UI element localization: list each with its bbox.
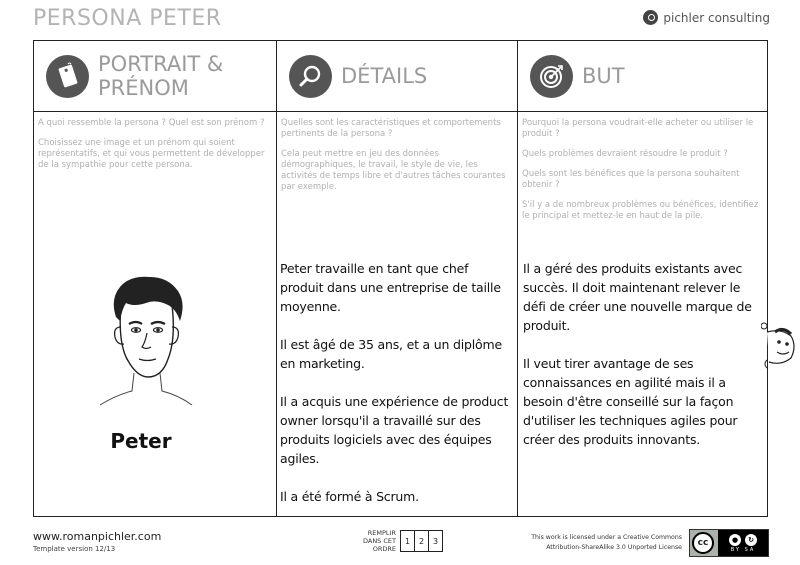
website-link[interactable]: www.romanpichler.com [33, 530, 162, 543]
note-text: Il a acquis une expérience de product owner lorsqu'il a travaillé sur des produits logiciels avec des équipes agiles. [280, 394, 509, 466]
brand-name: pichler consulting [663, 10, 770, 25]
note-text: Il a été formé à Scrum. [280, 489, 419, 504]
fill-order-label-line: DANS CET [362, 537, 396, 545]
note-text: Il est âgé de 35 ans, et a un diplôme en marketing. [280, 337, 502, 371]
column-hint [518, 112, 767, 222]
template-version: Template version 12/13 [33, 545, 116, 553]
cc-labels [731, 547, 756, 553]
column-header [34, 41, 276, 112]
page-title: PERSONA PETER [33, 6, 222, 31]
cc-icon: cc [692, 532, 714, 554]
order-step: 2 [415, 531, 429, 551]
column-title: DÉTAILS [341, 64, 428, 88]
hint-text: Cela peut mettre en jeu des données démographiques, le travail, le style de vie, les activités de temps libre et d'autres tâches courantes par exemple. [281, 149, 506, 192]
fill-order [358, 529, 443, 553]
cc-attribution [718, 530, 768, 556]
hint-text: A quoi ressemble la persona ? Quel est son prénom ? [38, 118, 265, 128]
persona-portrait [96, 269, 196, 409]
brand[interactable] [643, 10, 770, 25]
hint-text: S'il y a de nombreux problèmes ou bénéfices, identifiez le principal et mettez-le en haut de la pile. [522, 200, 759, 221]
cc-license-badge[interactable] [689, 529, 769, 557]
details-notes [280, 259, 512, 525]
hint-text: Pourquoi la persona voudrait-elle acheter ou utiliser le produit ? [522, 118, 754, 139]
column-title: BUT [582, 64, 625, 88]
order-step: 3 [432, 536, 439, 546]
column-hint [34, 112, 276, 171]
column-header [518, 41, 767, 112]
goal-notes [523, 259, 761, 468]
column-title [98, 52, 223, 100]
order-steps [400, 530, 443, 552]
persona-board [33, 40, 768, 517]
fill-order-label-line: REMPLIR [367, 529, 396, 537]
column-portrait [34, 41, 277, 516]
footer-info [33, 530, 161, 553]
note-text: Il a géré des produits existants avec succès. Il doit maintenant relever le défi de créer une nouvelle marque de produit. [523, 261, 752, 333]
hint-text: Quelles sont les caractéristiques et comportements pertinents de la persona ? [281, 118, 501, 139]
target-icon [530, 55, 573, 98]
peeking-figure-icon [761, 320, 797, 370]
hint-text: Quels problèmes devraient résoudre le produit ? [522, 149, 728, 159]
magnifier-icon [289, 55, 332, 98]
tag-icon [46, 55, 89, 98]
column-header [277, 41, 517, 112]
order-step: 1 [401, 531, 415, 551]
person-icon: ● [729, 534, 741, 546]
column-title-line: PORTRAIT & [98, 52, 224, 76]
note-text: Il veut tirer avantage de ses connaissances en agilité mais il a besoin d'être conseillé sur la façon d'utiliser les techniques agiles pour créer des produits innovants. [523, 356, 738, 447]
fill-order-label-line: ORDRE [372, 545, 396, 553]
sharealike-icon: ↻ [745, 534, 757, 546]
column-details [277, 41, 518, 516]
license-text [520, 533, 682, 553]
pichler-logo-icon [643, 10, 658, 25]
cc-sa-label: SA [744, 546, 756, 553]
note-text: Peter travaille en tant que chef produit dans une entreprise de taille moyenne. [280, 261, 501, 314]
license-line: Attribution-ShareAlike 3.0 Unported License [546, 544, 682, 551]
hint-text: Quels sont les bénéfices que la persona souhaitent obtenir ? [522, 169, 740, 190]
persona-name: Peter [110, 429, 172, 453]
fill-order-label [358, 529, 396, 553]
hint-text: Choisissez une image et un prénom qui soient représentatifs, et qui vous permettent de développer de la sympathie pour cette persona. [38, 138, 265, 170]
cc-by-label: BY [730, 546, 741, 553]
column-hint [277, 112, 517, 193]
column-goal [518, 41, 767, 516]
column-title-line: PRÉNOM [98, 76, 189, 100]
license-line: This work is licensed under a Creative Commons [531, 534, 682, 541]
